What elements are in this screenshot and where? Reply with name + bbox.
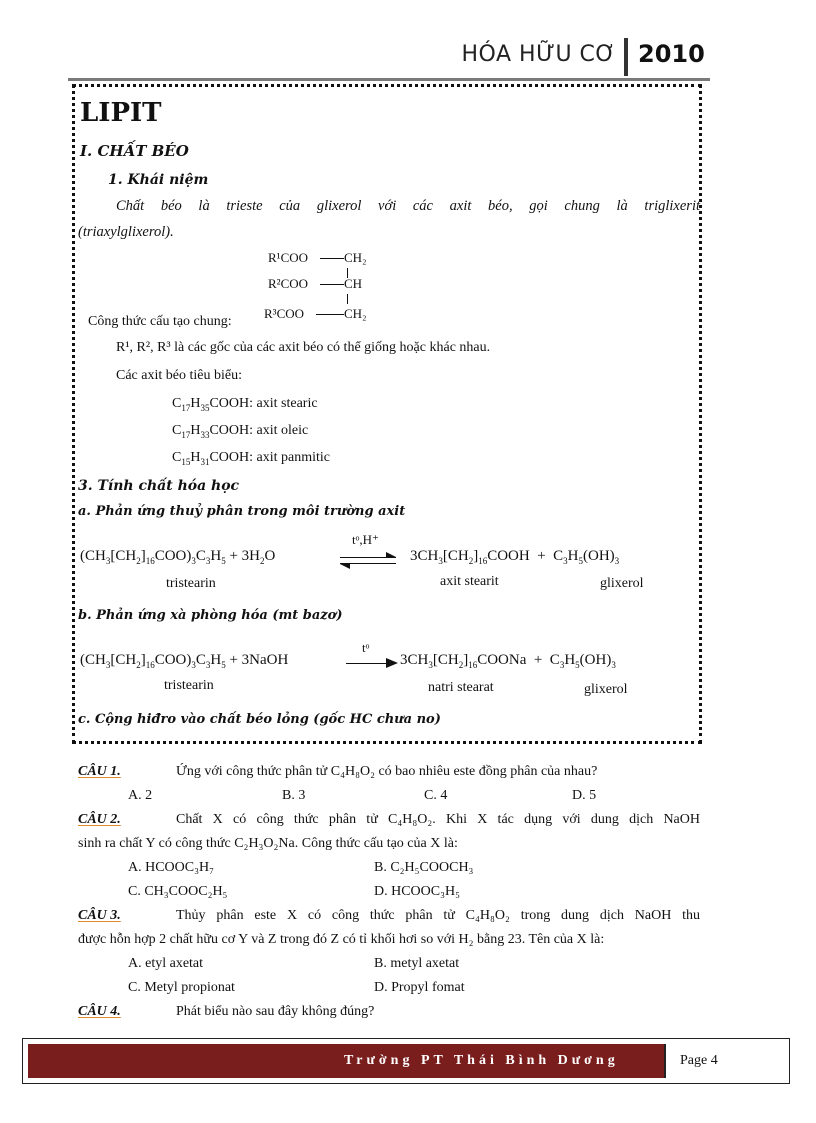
q2-option-a[interactable]: A. HCOOC₃H₇ xyxy=(128,860,214,875)
header-year: 2010 xyxy=(638,40,705,68)
question-3-text-2: được hỗn hợp 2 chất hữu cơ Y và Z trong đó Z có tỉ khối hơi so với H₂ bằng 23. Tên của X là: xyxy=(78,932,605,947)
question-4-label: CÂU 4. xyxy=(78,1004,121,1019)
subsection-khai-niem: 1. Khái niệm xyxy=(108,172,209,188)
bond-2 xyxy=(320,284,344,285)
question-2-text-1: Chất X có công thức phân tử C₄H₈O₂. Khi X tác dụng với dung dịch NaOH xyxy=(176,812,700,827)
q2-option-b[interactable]: B. C₂H₅COOCH₃ xyxy=(374,860,474,875)
equation-hydrolysis-products: $3CH_3[CH_2]_{16}COOH + C_3H_5(OH)_3$ xyxy=(410,548,620,566)
fatty-acid-2: $C_{17}H_{33}COOH$: axit oleic xyxy=(172,423,309,440)
footer-school: Trường PT Thái Bình Dương xyxy=(344,1053,619,1068)
q3-option-c[interactable]: C. Metyl propionat xyxy=(128,980,235,995)
structure-r1: R¹COO xyxy=(268,250,309,265)
subsection-xa-phong-hoa: b. Phản ứng xà phòng hóa (mt bazơ) xyxy=(78,608,343,623)
q1-option-b[interactable]: B. 3 xyxy=(282,788,306,803)
section-chat-beo: I. CHẤT BÉO xyxy=(80,142,189,160)
question-4-text: Phát biểu nào sau đây không đúng? xyxy=(176,1004,375,1019)
footer-page-number: Page 4 xyxy=(680,1053,718,1068)
q1-option-c[interactable]: C. 4 xyxy=(424,788,448,803)
structure-r2: R²COO xyxy=(268,276,309,291)
fatty-acid-1: $C_{17}H_{35}COOH$: axit stearic xyxy=(172,396,318,413)
structure-c1: CH₂ xyxy=(344,250,367,265)
bond-v2 xyxy=(347,294,348,304)
q2-option-c[interactable]: C. CH₃COOC₂H₅ xyxy=(128,884,228,899)
structure-label: Công thức cấu tạo chung: xyxy=(88,314,232,329)
subsection-thuy-phan: a. Phản ứng thuỷ phân trong môi trường axit xyxy=(78,504,406,519)
header-rule xyxy=(68,78,710,81)
eq1-axit-stearit: axit stearit xyxy=(440,574,499,589)
subsection-cong-hidro: c. Cộng hiđro vào chất béo lỏng (gốc HC chưa no) xyxy=(78,712,441,727)
bond-1 xyxy=(320,258,344,259)
reaction-arrow xyxy=(346,660,398,668)
question-2-text-2: sinh ra chất Y có công thức C₂H₃O₂Na. Công thức cấu tạo của X là: xyxy=(78,836,458,851)
question-1-label: CÂU 1. xyxy=(78,764,121,779)
q2-option-d[interactable]: D. HCOOC₃H₅ xyxy=(374,884,460,899)
structure-c3: CH₂ xyxy=(344,306,367,321)
definition-line-1: Chất béo là trieste của glixerol với các axit béo, gọi chung là triglixerit xyxy=(116,198,700,214)
triglyceride-structure xyxy=(264,250,384,328)
question-1-text: Ứng với công thức phân tử C₄H₈O₂ có bao nhiêu este đồng phân của nhau? xyxy=(176,764,598,779)
r-groups-note: R¹, R², R³ là các gốc của các axit béo có thể giống hoặc khác nhau. xyxy=(116,340,491,355)
question-2-label: CÂU 2. xyxy=(78,812,121,827)
question-3-label: CÂU 3. xyxy=(78,908,121,923)
eq2-glixerol: glixerol xyxy=(584,682,628,697)
footer-separator xyxy=(664,1044,666,1078)
bond-3 xyxy=(316,314,344,315)
eq2-natri-stearat: natri stearat xyxy=(428,680,494,695)
equation-saponification: $(CH_3[CH_2]_{16}COO)_3C_3H_5$ + 3NaOH xyxy=(80,652,289,670)
definition-line-2: (triaxylglixerol). xyxy=(78,224,174,240)
structure-r3: R³COO xyxy=(264,306,305,321)
header-separator xyxy=(624,38,628,76)
q3-option-b[interactable]: B. metyl axetat xyxy=(374,956,460,971)
condition-heat: tᵒ xyxy=(362,640,370,655)
subsection-tinh-chat: 3. Tính chất hóa học xyxy=(78,478,240,494)
q3-option-d[interactable]: D. Propyl fomat xyxy=(374,980,465,995)
q1-option-d[interactable]: D. 5 xyxy=(572,788,597,803)
header-subject: HÓA HỮU CƠ xyxy=(461,42,616,67)
fatty-acids-title: Các axit béo tiêu biểu: xyxy=(116,368,242,383)
page-title: LIPIT xyxy=(80,98,162,128)
q3-option-a[interactable]: A. etyl axetat xyxy=(128,956,204,971)
condition-acid: tᵒ,H⁺ xyxy=(352,532,379,547)
question-3-text-1: Thủy phân este X có công thức phân tử C₄H₈O₂ trong dung dịch NaOH thu xyxy=(176,908,700,923)
q1-option-a[interactable]: A. 2 xyxy=(128,788,153,803)
equation-saponification-products: $3CH_3[CH_2]_{16}COONa + C_3H_5(OH)_3$ xyxy=(400,652,616,670)
equilibrium-arrow xyxy=(340,556,396,566)
eq1-glixerol: glixerol xyxy=(600,576,644,591)
eq2-tristearin: tristearin xyxy=(164,678,214,693)
equation-hydrolysis: $(CH_3[CH_2]_{16}COO)_3C_3H_5 + 3H_2O$ xyxy=(80,548,276,566)
fatty-acid-3: $C_{15}H_{31}COOH$: axit panmitic xyxy=(172,450,331,467)
eq1-tristearin: tristearin xyxy=(166,576,216,591)
structure-c2: CH xyxy=(344,276,363,291)
